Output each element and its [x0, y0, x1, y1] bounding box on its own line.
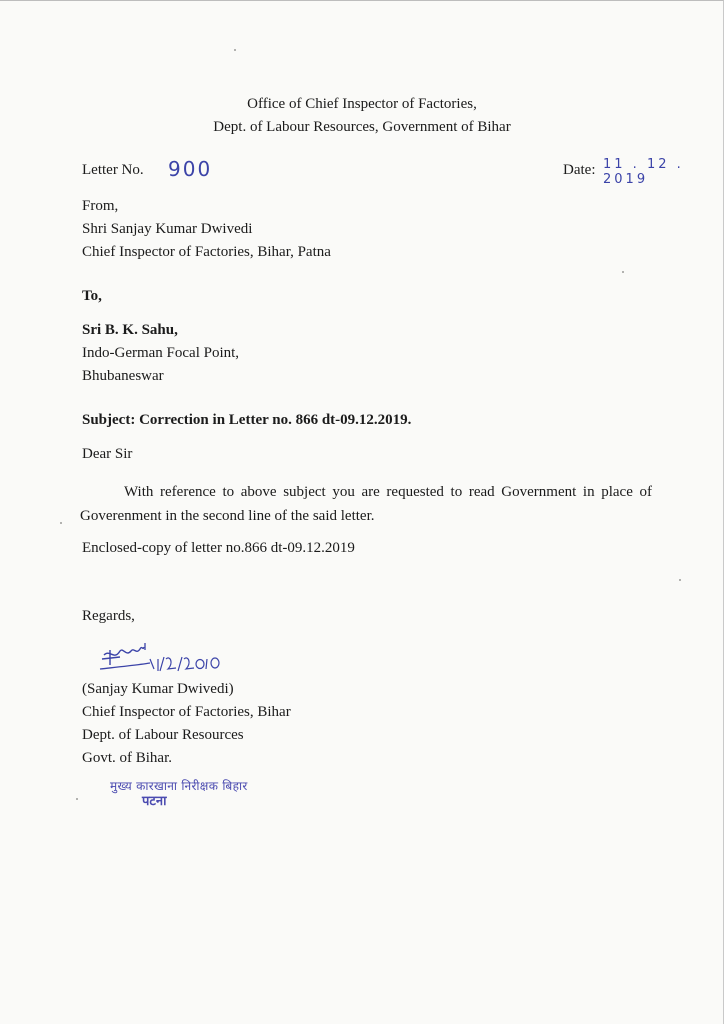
office-header-line2: Dept. of Labour Resources, Government of Bihar	[213, 119, 511, 135]
letter-number-value: 900	[168, 157, 213, 181]
office-header-line1: Office of Chief Inspector of Factories,	[247, 96, 477, 112]
paper-speck	[622, 271, 624, 273]
recipient-address-line2: Bhubaneswar	[82, 368, 164, 384]
stamp-line1: मुख्य कारखाना निरीक्षक बिहार	[110, 779, 248, 793]
date-label: Date:	[563, 162, 596, 178]
from-designation: Chief Inspector of Factories, Bihar, Patna	[82, 244, 331, 260]
recipient-name: Sri B. K. Sahu,	[82, 322, 178, 338]
signature-icon	[98, 637, 228, 677]
stamp-line2: पटना	[142, 794, 167, 809]
paper-speck	[60, 522, 62, 524]
recipient-address-line1: Indo-German Focal Point,	[82, 345, 240, 361]
from-label: From,	[82, 198, 119, 214]
signatory-department: Dept. of Labour Resources	[82, 727, 244, 743]
salutation: Dear Sir	[82, 446, 133, 462]
signatory-name: (Sanjay Kumar Dwivedi)	[82, 681, 234, 697]
body-paragraph	[80, 480, 652, 528]
paper-speck	[76, 798, 78, 800]
paper-speck	[234, 49, 236, 51]
subject-line: Subject: Correction in Letter no. 866 dt-09.12.2019.	[82, 412, 412, 428]
body-text: With reference to above subject you are requested to read Government in place of Goverenment in the second line of the said letter.	[80, 484, 652, 524]
from-name: Shri Sanjay Kumar Dwivedi	[82, 221, 253, 237]
enclosure-note: Enclosed-copy of letter no.866 dt-09.12.2019	[82, 540, 355, 556]
closing-regards: Regards,	[82, 608, 135, 624]
official-stamp	[108, 778, 278, 810]
signatory-designation: Chief Inspector of Factories, Bihar	[82, 704, 291, 720]
date-value: 11 . 12 . 2019	[603, 157, 684, 187]
letter-number-label: Letter No.	[82, 162, 144, 178]
handwritten-signature	[98, 637, 228, 677]
signatory-government: Govt. of Bihar.	[82, 750, 172, 766]
to-label: To,	[82, 288, 102, 304]
paper-speck	[679, 579, 681, 581]
